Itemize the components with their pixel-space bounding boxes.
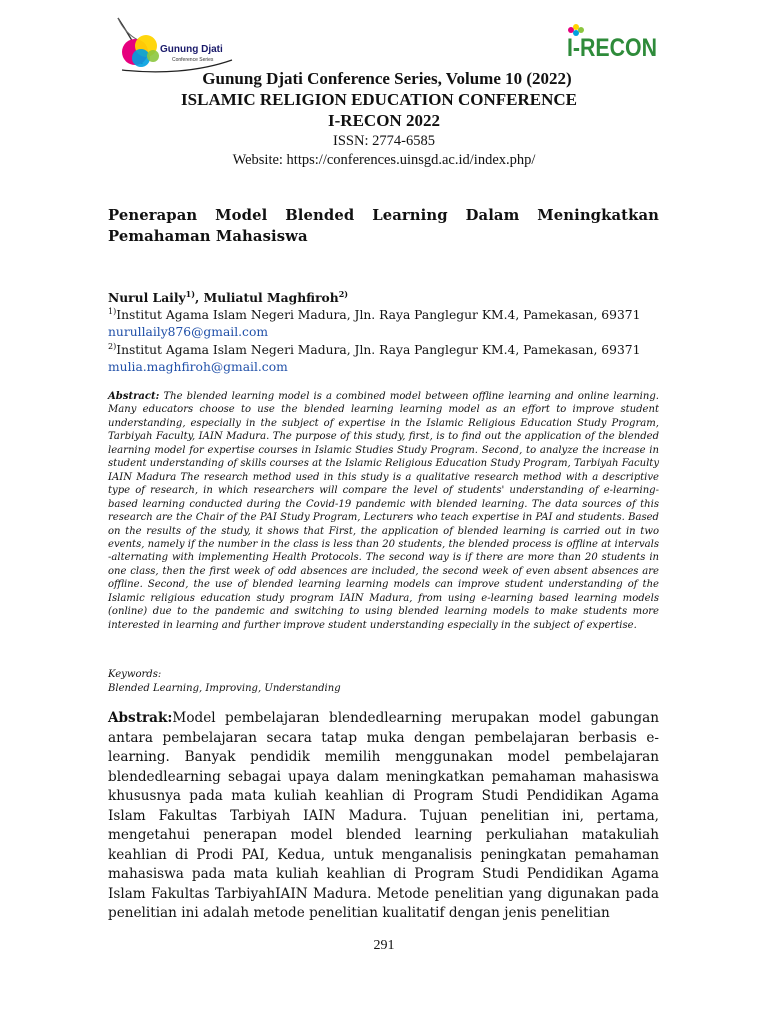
affiliation-1: $^{1)}$Institut Agama Islam Negeri Madura, Jln. Raya Panglegur KM.4, Pamekasan, 69371 <box>108 306 641 322</box>
keywords-list: Blended Learning, Improving, Understanding <box>108 683 341 694</box>
svg-text:Conference Series: Conference Series <box>172 57 214 63</box>
abstract-label: Abstract: <box>108 391 160 402</box>
issn: ISSN: 2774-6585 <box>333 133 435 149</box>
authors-block <box>108 289 668 377</box>
abstract-indonesian <box>108 709 659 924</box>
abstrak-label: Abstrak: <box>108 710 173 726</box>
i-recon-logo <box>565 22 660 62</box>
email-link-2[interactable]: mulia.maghfiroh@gmail.com <box>108 360 288 374</box>
affiliation-2: $^{2)}$Institut Agama Islam Negeri Madura, Jln. Raya Panglegur KM.4, Pamekasan, 69371 <box>108 341 641 357</box>
author-names: Nurul Laily$^{1)}$, Muliatul Maghfiroh$^{2)}$ <box>108 288 349 305</box>
abstract-text: The blended learning model is a combined model between offline learning and online learning. Many educators choose to use the blended learning learning model as an effort to improve student understanding, especially in the subject of expertise in the Islamic Religious Education Study Program, Tarbiyah Faculty, IAIN Madura. The purpose of this study, first, is to find out the application of the blended learning model for expertise courses in Islamic Studies Study Program. Second, to analyze the increase in student understanding of skills courses at the Islamic Religious Education Study Program, Tarbiyah Faculty IAIN Madura The research method used in this study is a qualitative research method with a descriptive type of research, in which researchers will compare the level of students' understanding of e-learning-based learning conducted during the Covid-19 pandemic with blended learning. The data sources of this research are the Chair of the PAI Study Program, Lecturers who teach expertise in PAI and students. Based on the results of the study, it shows that First, the application of blended learning is carried out in two events, namely if the number in the class is less than 20 students, the blended process is offline at intervals -alternating with implementing Health Protocols. The second way is if there are more than 20 students in one class, then the first week of odd absences are included, the second week of even absent absences are offline. Second, the use of blended learning learning models can improve student understanding of the Islamic religious education study program IAIN Madura, from using e-learning based learning models (online) due to the pandemic and switching to using blended learning models to make students more interested in learning and further improve student understanding especially in the subject of expertise. <box>108 391 659 631</box>
abstrak-text: Model pembelajaran blendedlearning merupakan model gabungan antara pembelajaran secara tatap muka dengan pembelajaran berbasis e-learning. Banyak pendidik memilih menggunakan model pembelajaran blendedlearning sebagai upaya dalam meningkatkan pemahaman mahasiswa khususnya pada mata kuliah keahlian di Program Studi Pendidikan Agama Islam Fakultas Tarbiyah IAIN Madura. Tujuan penelitian ini, pertama, mengetahui penerapan model blended learning perkuliahan matakuliah keahlian di Prodi PAI, Kedua, untuk menganalisis peningkatan pemahaman mahasiswa pada mata kuliah keahlian di Program Studi Pendidikan Agama Islam Fakultas TarbiyahIAIN Madura. Metode penelitian yang digunakan pada penelitian ini adalah metode penelitian kualitatif dengan jenis penelitian <box>108 710 659 921</box>
conference-name: ISLAMIC RELIGION EDUCATION CONFERENCE <box>181 90 577 109</box>
email-link-1[interactable]: nurullaily876@gmail.com <box>108 325 269 339</box>
event-name: I-RECON 2022 <box>328 111 440 130</box>
page-number: 291 <box>373 938 395 953</box>
author-2: Muliatul Maghfiroh <box>203 290 339 305</box>
series-title: Gunung Djati Conference Series, Volume 10 (2022) <box>202 69 572 88</box>
keywords-label: Keywords: <box>108 669 162 680</box>
svg-text:Gunung Djati: Gunung Djati <box>160 44 223 55</box>
keywords-block <box>108 668 659 696</box>
svg-text:I-RECON: I-RECON <box>567 34 657 62</box>
paper-title: Penerapan Model Blended Learning Dalam Meningkatkan Pemahaman Mahasiswa <box>108 207 659 245</box>
abstract-english <box>108 390 659 632</box>
website: Website: https://conferences.uinsgd.ac.id/index.php/ <box>232 152 536 168</box>
author-1: Nurul Laily <box>108 290 186 305</box>
conference-header <box>0 68 768 170</box>
